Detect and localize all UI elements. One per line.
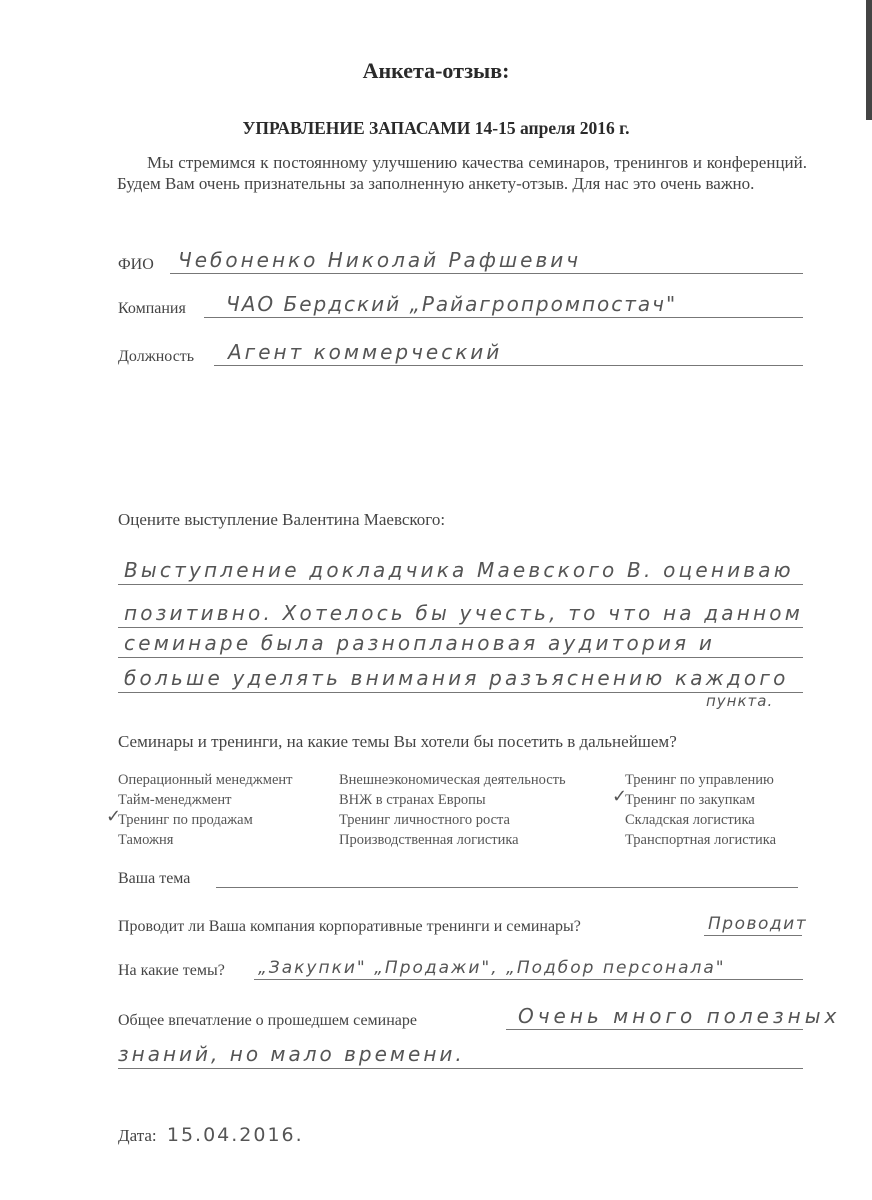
topic-time-management[interactable]: Тайм-менеджмент: [118, 792, 232, 808]
rating-text-2: позитивно. Хотелось бы учесть, то что на данном: [124, 601, 804, 625]
rating-text-3: семинаре была разноплановая аудитория и: [124, 631, 716, 655]
position-field[interactable]: [118, 340, 803, 370]
position-value[interactable]: Агент коммерческий: [228, 340, 503, 364]
impression-field[interactable]: [118, 1004, 841, 1034]
fio-line: [170, 273, 803, 274]
which-topics-question: На какие темы?: [118, 962, 225, 979]
impression-answer-1[interactable]: Очень много полезных: [518, 1004, 841, 1028]
impression-line-2[interactable]: [118, 1040, 803, 1069]
your-topic-line: [216, 887, 798, 888]
impression-line-1: [506, 1029, 803, 1030]
company-field[interactable]: [118, 292, 803, 322]
your-topic-field[interactable]: [118, 866, 798, 892]
fio-label: ФИО: [118, 256, 154, 273]
rating-question: Оцените выступление Валентина Маевского:: [118, 510, 446, 529]
topic-warehouse-logistics[interactable]: Складская логистика: [625, 812, 755, 828]
topic-production-logistics[interactable]: Производственная логистика: [339, 832, 519, 848]
position-label: Должность: [118, 348, 195, 365]
topic-eu-residence[interactable]: ВНЖ в странах Европы: [339, 792, 486, 808]
which-topics-line: [254, 979, 803, 980]
position-line: [214, 365, 803, 366]
company-value[interactable]: ЧАО Бердский „Райагропромпостач": [226, 292, 678, 316]
topic-personal-growth[interactable]: Тренинг личностного роста: [339, 812, 510, 828]
topic-sales-training[interactable]: Тренинг по продажам: [118, 812, 253, 828]
company-line: [204, 317, 803, 318]
impression-answer-2: знаний, но мало времени.: [118, 1042, 465, 1066]
intro-paragraph: [117, 152, 807, 194]
topic-procurement-training[interactable]: Тренинг по закупкам: [625, 792, 755, 808]
company-label: Компания: [118, 300, 186, 317]
your-topic-label: Ваша тема: [118, 870, 191, 887]
check-icon-sales: ✓: [106, 806, 122, 827]
date-label: Дата:: [118, 1126, 157, 1145]
corporate-answer[interactable]: Проводит: [708, 914, 808, 934]
rating-text-1: Выступление докладчика Маевского В. оцениваю: [124, 558, 794, 582]
rating-line-2[interactable]: [118, 597, 803, 628]
intro-text: Мы стремимся к постоянному улучшению качества семинаров, тренингов и конференций. Будем Вам очень признательны за заполненную анкету-отзыв. Для нас это очень важно.: [117, 153, 807, 193]
rating-line-3[interactable]: [118, 627, 803, 658]
corporate-question: Проводит ли Ваша компания корпоративные тренинги и семинары?: [118, 918, 581, 935]
rating-line-1[interactable]: [118, 554, 803, 585]
check-icon-procurement: ✓: [612, 786, 628, 807]
date-row: [118, 1124, 304, 1146]
topic-foreign-trade[interactable]: Внешнеэкономическая деятельность: [339, 772, 566, 788]
which-topics-field[interactable]: [118, 958, 803, 984]
topic-customs[interactable]: Таможня: [118, 832, 174, 848]
topics-question: Семинары и тренинги, на какие темы Вы хотели бы посетить в дальнейшем?: [118, 732, 677, 751]
topic-operations[interactable]: Операционный менеджмент: [118, 772, 293, 788]
rating-tail: пункта.: [706, 692, 774, 710]
rating-line-4[interactable]: [118, 662, 803, 693]
corporate-line: [704, 935, 802, 936]
fio-field[interactable]: [118, 248, 803, 278]
impression-question: Общее впечатление о прошедшем семинаре: [118, 1012, 417, 1029]
corporate-field[interactable]: [118, 914, 818, 940]
topic-transport-logistics[interactable]: Транспортная логистика: [625, 832, 777, 848]
fio-value[interactable]: Чебоненко Николай Рафшевич: [178, 248, 582, 272]
date-value[interactable]: 15.04.2016.: [166, 1124, 304, 1146]
which-topics-answer[interactable]: „Закупки" „Продажи", „Подбор персонала": [258, 958, 726, 978]
form-subtitle: УПРАВЛЕНИЕ ЗАПАСАМИ 14-15 апреля 2016 г.: [242, 118, 630, 138]
topic-management-training[interactable]: Тренинг по управлению: [625, 772, 774, 788]
rating-text-4: больше уделять внимания разъяснению каждого: [124, 666, 789, 690]
form-title: Анкета-отзыв:: [362, 58, 510, 83]
